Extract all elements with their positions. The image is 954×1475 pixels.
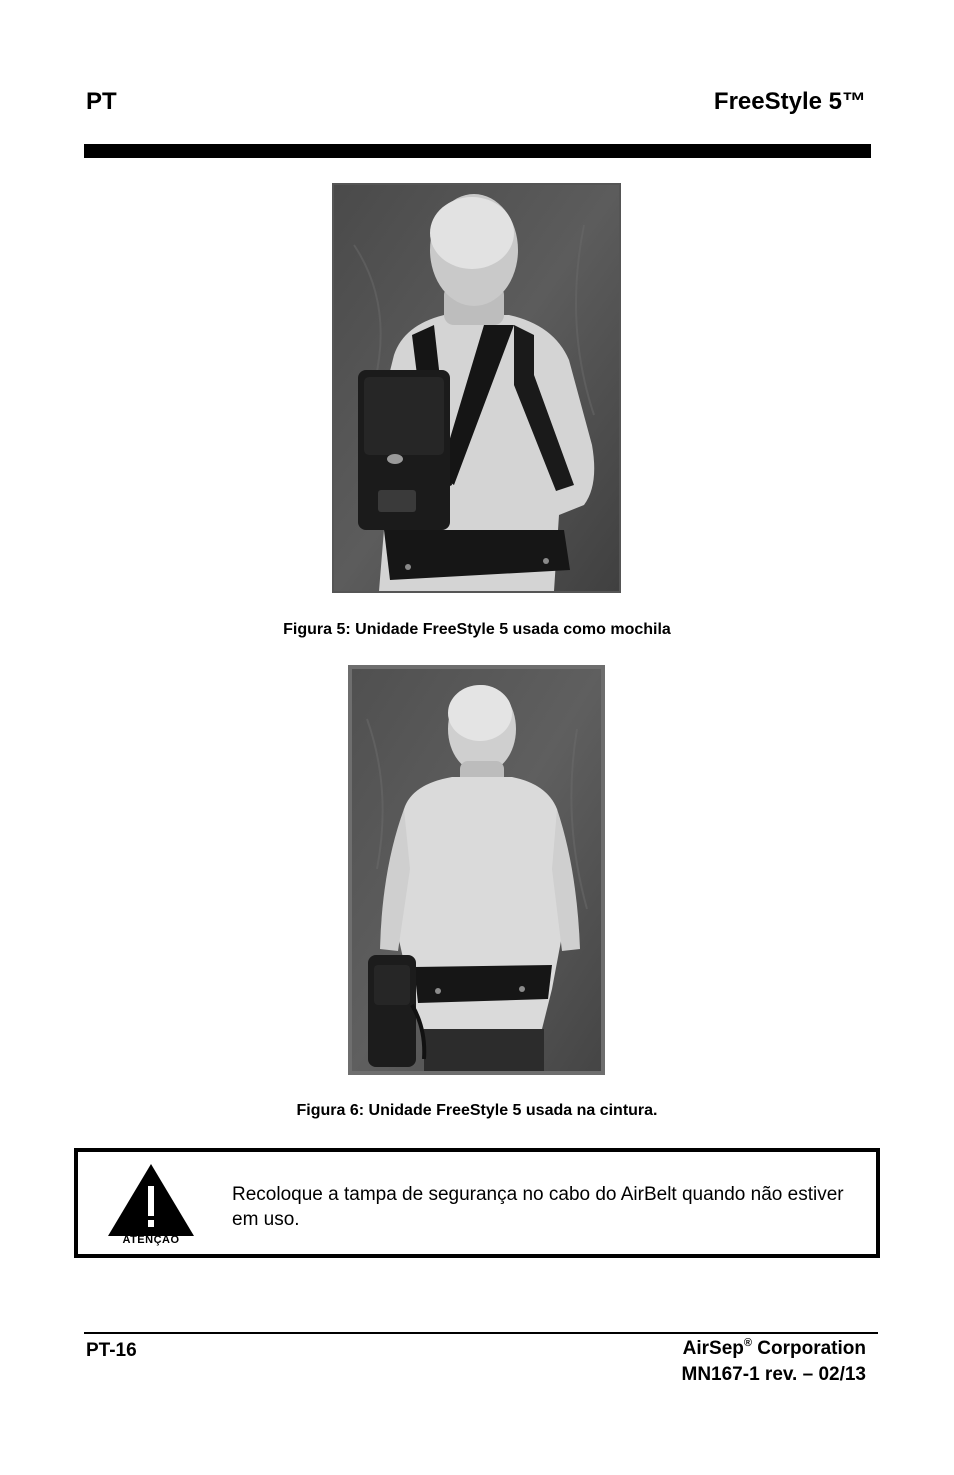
warning-text: Recoloque a tampa de segurança no cabo do AirBelt quando não estiver em uso. (232, 1184, 844, 1230)
footer-company-block (682, 1336, 867, 1388)
document-revision: MN167-1 rev. – 02/13 (681, 1364, 866, 1385)
company-line (682, 1336, 867, 1362)
warning-triangle-icon (104, 1162, 198, 1250)
registered-mark: ® (743, 1337, 752, 1349)
footer-divider (84, 1332, 878, 1334)
figure-5-photo (332, 183, 621, 593)
figure-6-caption: Figura 6: Unidade FreeStyle 5 usada na cintura. (296, 1102, 658, 1119)
page-number: PT-16 (86, 1340, 137, 1361)
figure-6-photo (348, 665, 605, 1075)
language-code: PT (86, 88, 117, 115)
company-suffix: Corporation (752, 1338, 866, 1359)
product-title: FreeStyle 5™ (713, 88, 866, 115)
figure-5-caption: Figura 5: Unidade FreeStyle 5 usada como mochila (283, 621, 671, 638)
warning-box (74, 1148, 880, 1258)
warning-label: ATENÇÃO (122, 1234, 180, 1246)
header-divider (84, 144, 871, 158)
company-name: AirSep (682, 1338, 744, 1359)
